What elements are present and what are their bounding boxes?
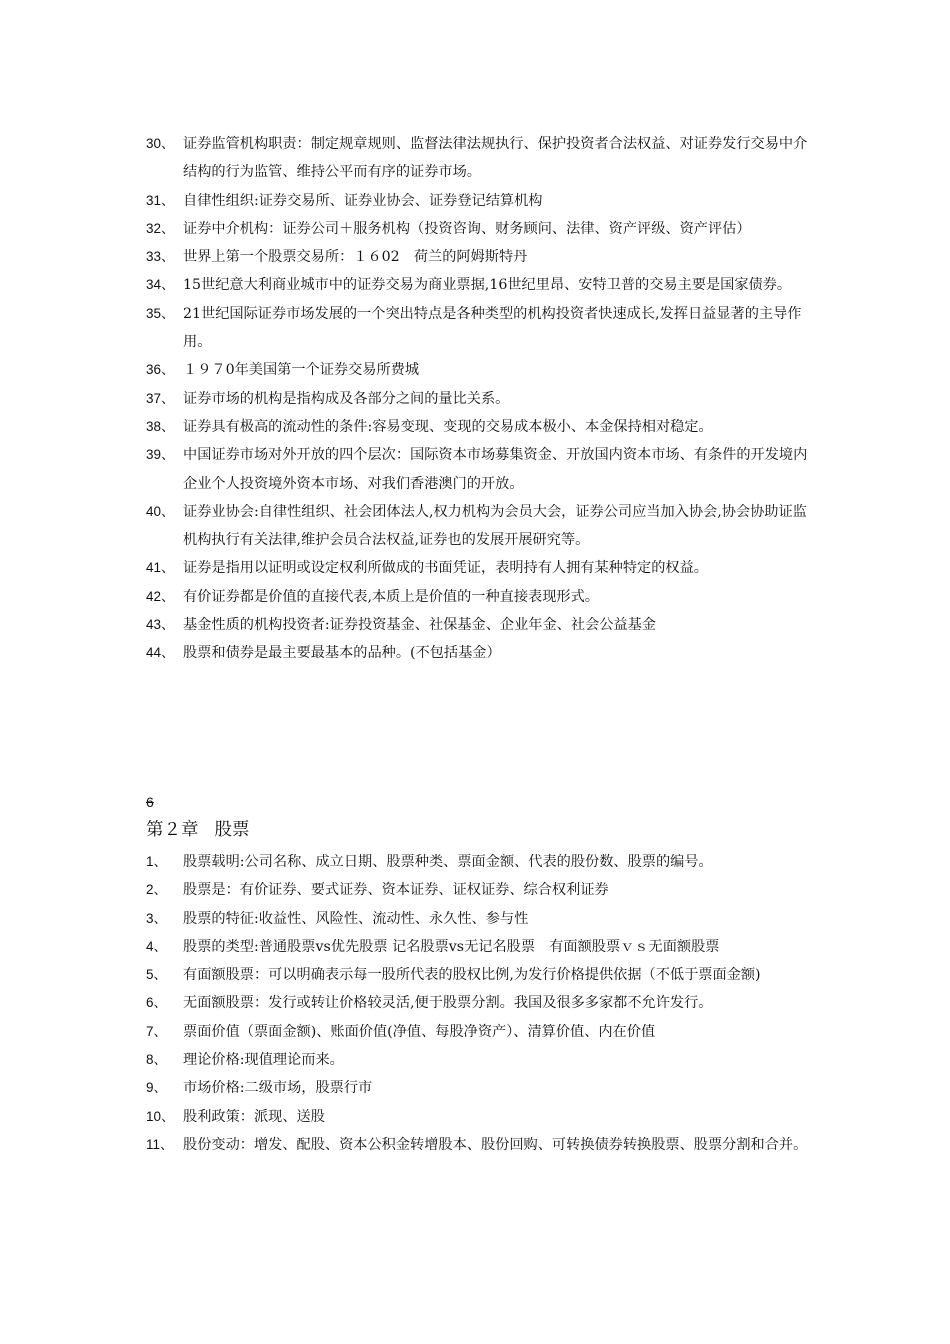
item-text: 理论价格:现值理论而来。 xyxy=(183,1052,344,1069)
item-number: 8、 xyxy=(146,1052,168,1068)
list-item xyxy=(146,187,810,215)
list-item xyxy=(146,611,810,639)
item-text: 证券是指用以证明或设定权利所做成的书面凭证，表明持有人拥有某种特定的权益。 xyxy=(183,560,708,577)
notes-list-chapter-1 xyxy=(146,130,810,668)
item-text: 市场价格:二级市场，股票行市 xyxy=(183,1080,373,1097)
item-number: 33、 xyxy=(146,249,175,265)
item-text: 世界上第一个股票交易所：１６02 荷兰的阿姆斯特丹 xyxy=(183,249,528,266)
item-number: 5、 xyxy=(146,967,168,983)
list-item xyxy=(146,848,810,876)
list-item xyxy=(146,130,810,187)
item-number: 37、 xyxy=(146,390,175,406)
item-number: 34、 xyxy=(146,277,175,293)
list-item xyxy=(146,989,810,1017)
list-item xyxy=(146,300,810,357)
item-number: 41、 xyxy=(146,560,175,576)
item-number: 42、 xyxy=(146,588,175,604)
item-text: 股份变动：增发、配股、资本公积金转增股本、股份回购、可转换债券转换股票、股票分割和合并。 xyxy=(183,1136,808,1153)
list-item xyxy=(146,356,810,384)
item-text: 股票是：有价证券、要式证券、资本证券、证权证券、综合权利证券 xyxy=(183,882,609,899)
item-number: 10、 xyxy=(146,1108,175,1124)
item-number: 31、 xyxy=(146,192,175,208)
chapter-label: 第２章 xyxy=(146,820,199,840)
item-text: 证券监管机构职责：制定规章规则、监督法律法规执行、保护投资者合法权益、对证券发行交易中介结构的行为监管、维持公平而有序的证券市场。 xyxy=(183,136,808,181)
item-text: １９７0年美国第一个证券交易所费城 xyxy=(183,362,420,379)
item-number: 6、 xyxy=(146,995,168,1011)
item-number: 36、 xyxy=(146,362,175,378)
item-text: 证券中介机构：证券公司＋服务机构（投资咨询、财务顾问、法律、资产评级、资产评估） xyxy=(183,220,751,237)
list-item xyxy=(146,243,810,271)
item-text: 21世纪国际证券市场发展的一个突出特点是各种类型的机构投资者快速成长,发挥日益显著的主导作用。 xyxy=(183,305,802,351)
item-number: 32、 xyxy=(146,220,175,236)
item-text: 股票载明:公司名称、成立日期、股票种类、票面金额、代表的股份数、股票的编号。 xyxy=(183,854,713,870)
list-item xyxy=(146,413,810,441)
item-text: 股票的类型:普通股票vs优先股票 记名股票vs无记名股票 有面额股票ｖｓ无面额股票 xyxy=(183,938,720,955)
list-item xyxy=(146,498,810,555)
item-text: 股票的特征:收益性、风险性、流动性、永久性、参与性 xyxy=(183,910,529,927)
list-item xyxy=(146,961,810,989)
item-text: 有面额股票：可以明确表示每一股所代表的股权比例,为发行价格提供依据（不低于票面金额) xyxy=(183,967,761,984)
list-item xyxy=(146,1103,810,1131)
chapter-title: 股票 xyxy=(214,820,250,840)
list-item xyxy=(146,1046,810,1074)
item-number: 30、 xyxy=(146,136,175,151)
item-number: 2、 xyxy=(146,882,168,898)
item-text: 中国证券市场对外开放的四个层次：国际资本市场募集资金、开放国内资本市场、有条件的开发境内企业个人投资境外资本市场、对我们香港澳门的开放。 xyxy=(183,447,808,492)
item-number: 39、 xyxy=(146,447,175,463)
item-number: 44、 xyxy=(146,645,175,661)
item-text: 15世纪意大利商业城市中的证券交易为商业票据,16世纪里昂、安特卫普的交易主要是国家债券。 xyxy=(183,277,792,294)
chapter-heading xyxy=(146,818,250,842)
list-item xyxy=(146,215,810,243)
item-number: 40、 xyxy=(146,503,175,519)
stray-mark: 6 xyxy=(146,794,154,810)
list-item xyxy=(146,1131,810,1159)
item-text: 票面价值（票面金额)、账面价值(净值、每股净资产）、清算价值、内在价值 xyxy=(183,1023,656,1040)
list-item xyxy=(146,385,810,413)
list-item xyxy=(146,876,810,904)
item-text: 证券市场的机构是指构成及各部分之间的量比关系。 xyxy=(183,390,510,407)
item-text: 证券具有极高的流动性的条件:容易变现、变现的交易成本极小、本金保持相对稳定。 xyxy=(183,418,713,435)
item-number: 11、 xyxy=(146,1136,174,1152)
item-text: 有价证券都是价值的直接代表,本质上是价值的一种直接表现形式。 xyxy=(183,588,599,605)
item-number: 1、 xyxy=(146,854,168,869)
item-text: 基金性质的机构投资者:证券投资基金、社保基金、企业年金、社会公益基金 xyxy=(183,617,656,634)
item-text: 证券业协会:自律性组织、社会团体法人,权力机构为会员大会，证券公司应当加入协会,协会协助证监机构执行有关法律,维护会员合法权益,证券也的发展开展研究等。 xyxy=(183,503,807,549)
list-item xyxy=(146,441,810,498)
list-item xyxy=(146,583,810,611)
item-number: 4、 xyxy=(146,938,168,954)
item-number: 43、 xyxy=(146,617,175,633)
item-text: 股利政策：派现、送股 xyxy=(183,1108,325,1125)
list-item xyxy=(146,1074,810,1102)
list-item xyxy=(146,554,810,582)
list-item xyxy=(146,1018,810,1046)
list-item xyxy=(146,639,810,667)
notes-list-chapter-2 xyxy=(146,848,810,1159)
item-number: 9、 xyxy=(146,1080,168,1096)
list-item xyxy=(146,905,810,933)
list-item xyxy=(146,933,810,961)
item-number: 35、 xyxy=(146,305,175,321)
item-text: 自律性组织:证券交易所、证券业协会、证券登记结算机构 xyxy=(183,192,543,209)
item-number: 7、 xyxy=(146,1023,168,1039)
item-number: 38、 xyxy=(146,418,175,434)
item-text: 无面额股票：发行或转让价格较灵活,便于股票分割。我国及很多多家都不允许发行。 xyxy=(183,995,713,1012)
item-text: 股票和债券是最主要最基本的品种。(不包括基金） xyxy=(183,645,501,662)
list-item xyxy=(146,271,810,299)
item-number: 3、 xyxy=(146,910,168,926)
